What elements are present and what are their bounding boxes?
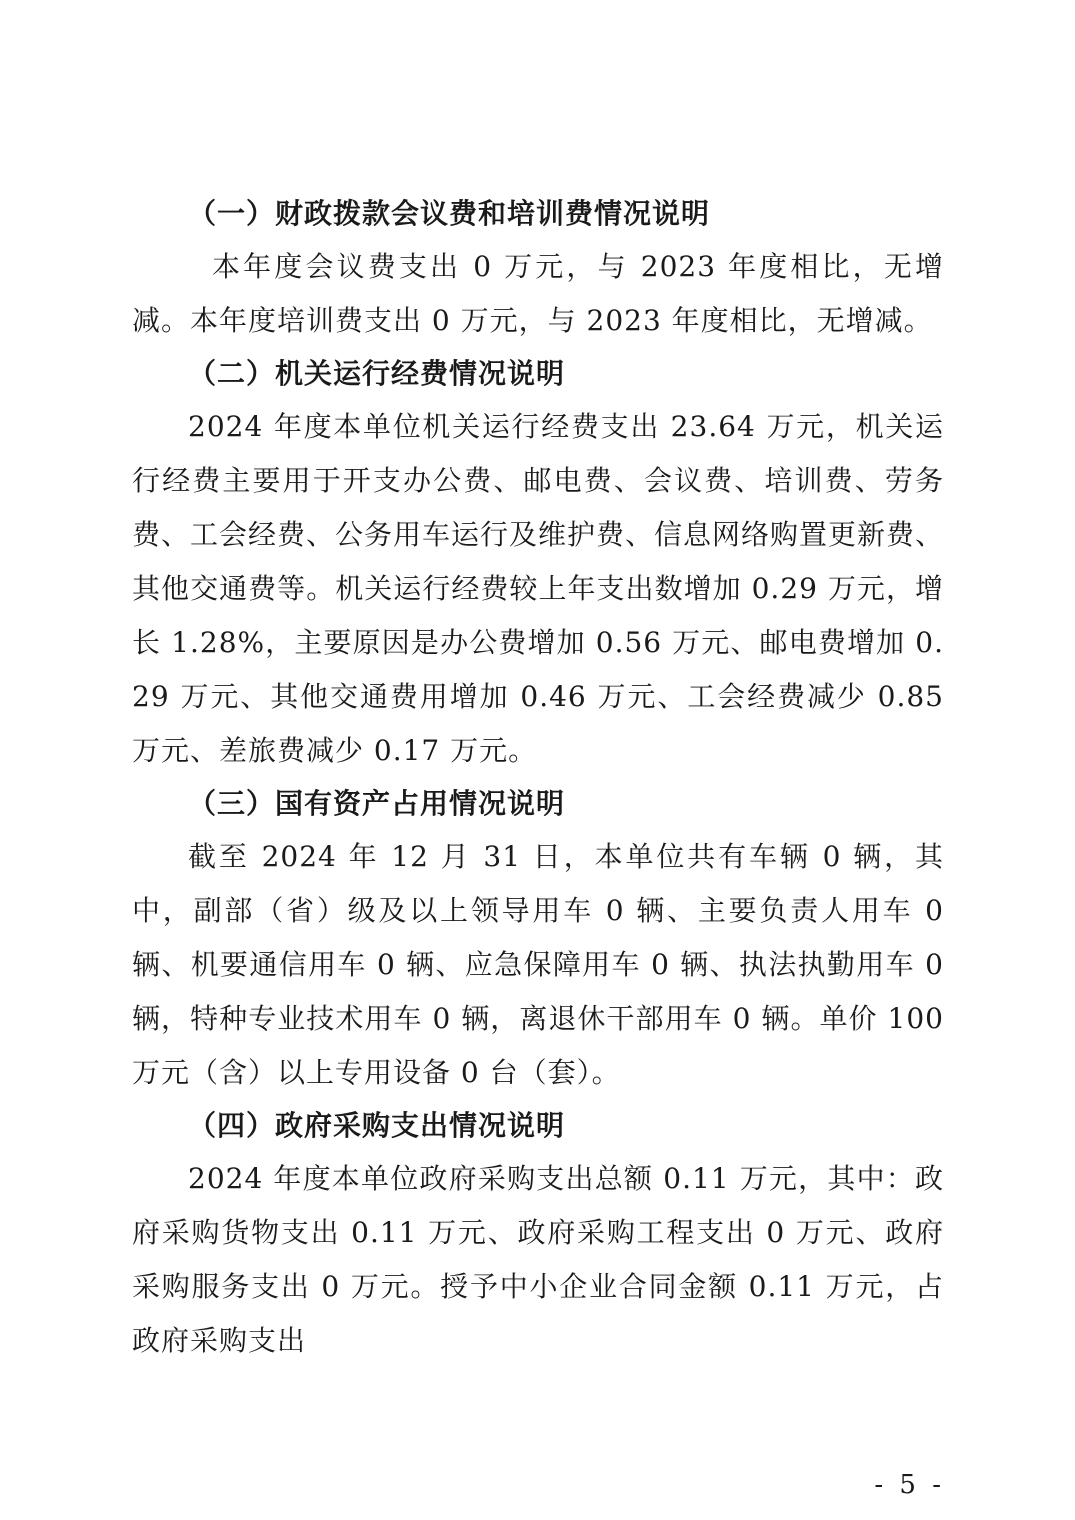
section-body-operating-expenses: 2024 年度本单位机关运行经费支出 23.64 万元，机关运行经费主要用于开支办公费、邮电费、会议费、培训费、劳务费、工会经费、公务用车运行及维护费、信息网络购置更新费、其他交通费等。机关运行经费较上年支出数增加 0.29 万元，增长 1.28%，主要原因是办公费增加 0.56 万元、邮电费增加 0.29 万元、其他交通费用增加 0.46 万元、工会经费减少 0.85 万元、差旅费减少 0.17 万元。 [132,410,945,767]
section-heading-procurement: （四）政府采购支出情况说明 [188,1109,566,1142]
section-body-procurement: 2024 年度本单位政府采购支出总额 0.11 万元，其中：政府采购货物支出 0.11 万元、政府采购工程支出 0 万元、政府采购服务支出 0 万元。授予中小企业合同金额 0.11 万元，占政府采购支出 [132,1162,944,1357]
page-number: - 5 - [874,1470,945,1500]
section-body-meeting-training: 本年度会议费支出 0 万元，与 2023 年度相比，无增减。本年度培训费支出 0 万元，与 2023 年度相比，无增减。 [132,250,944,337]
section-body-state-assets: 截至 2024 年 12 月 31 日，本单位共有车辆 0 辆，其中，副部（省）级及以上领导用车 0 辆、主要负责人用车 0 辆、机要通信用车 0 辆、应急保障用车 0 辆、执法执勤用车 0 辆，特种专业技术用车 0 辆，离退休干部用车 0 辆。单价 100 万元（含）以上专用设备 0 台（套）。 [132,840,944,1089]
document-content [132,188,944,1368]
section-heading-operating-expenses: （二）机关运行经费情况说明 [188,357,566,390]
section-heading-state-assets: （三）国有资产占用情况说明 [188,787,566,820]
section-heading-meeting-training: （一）财政拨款会议费和培训费情况说明 [188,197,711,230]
